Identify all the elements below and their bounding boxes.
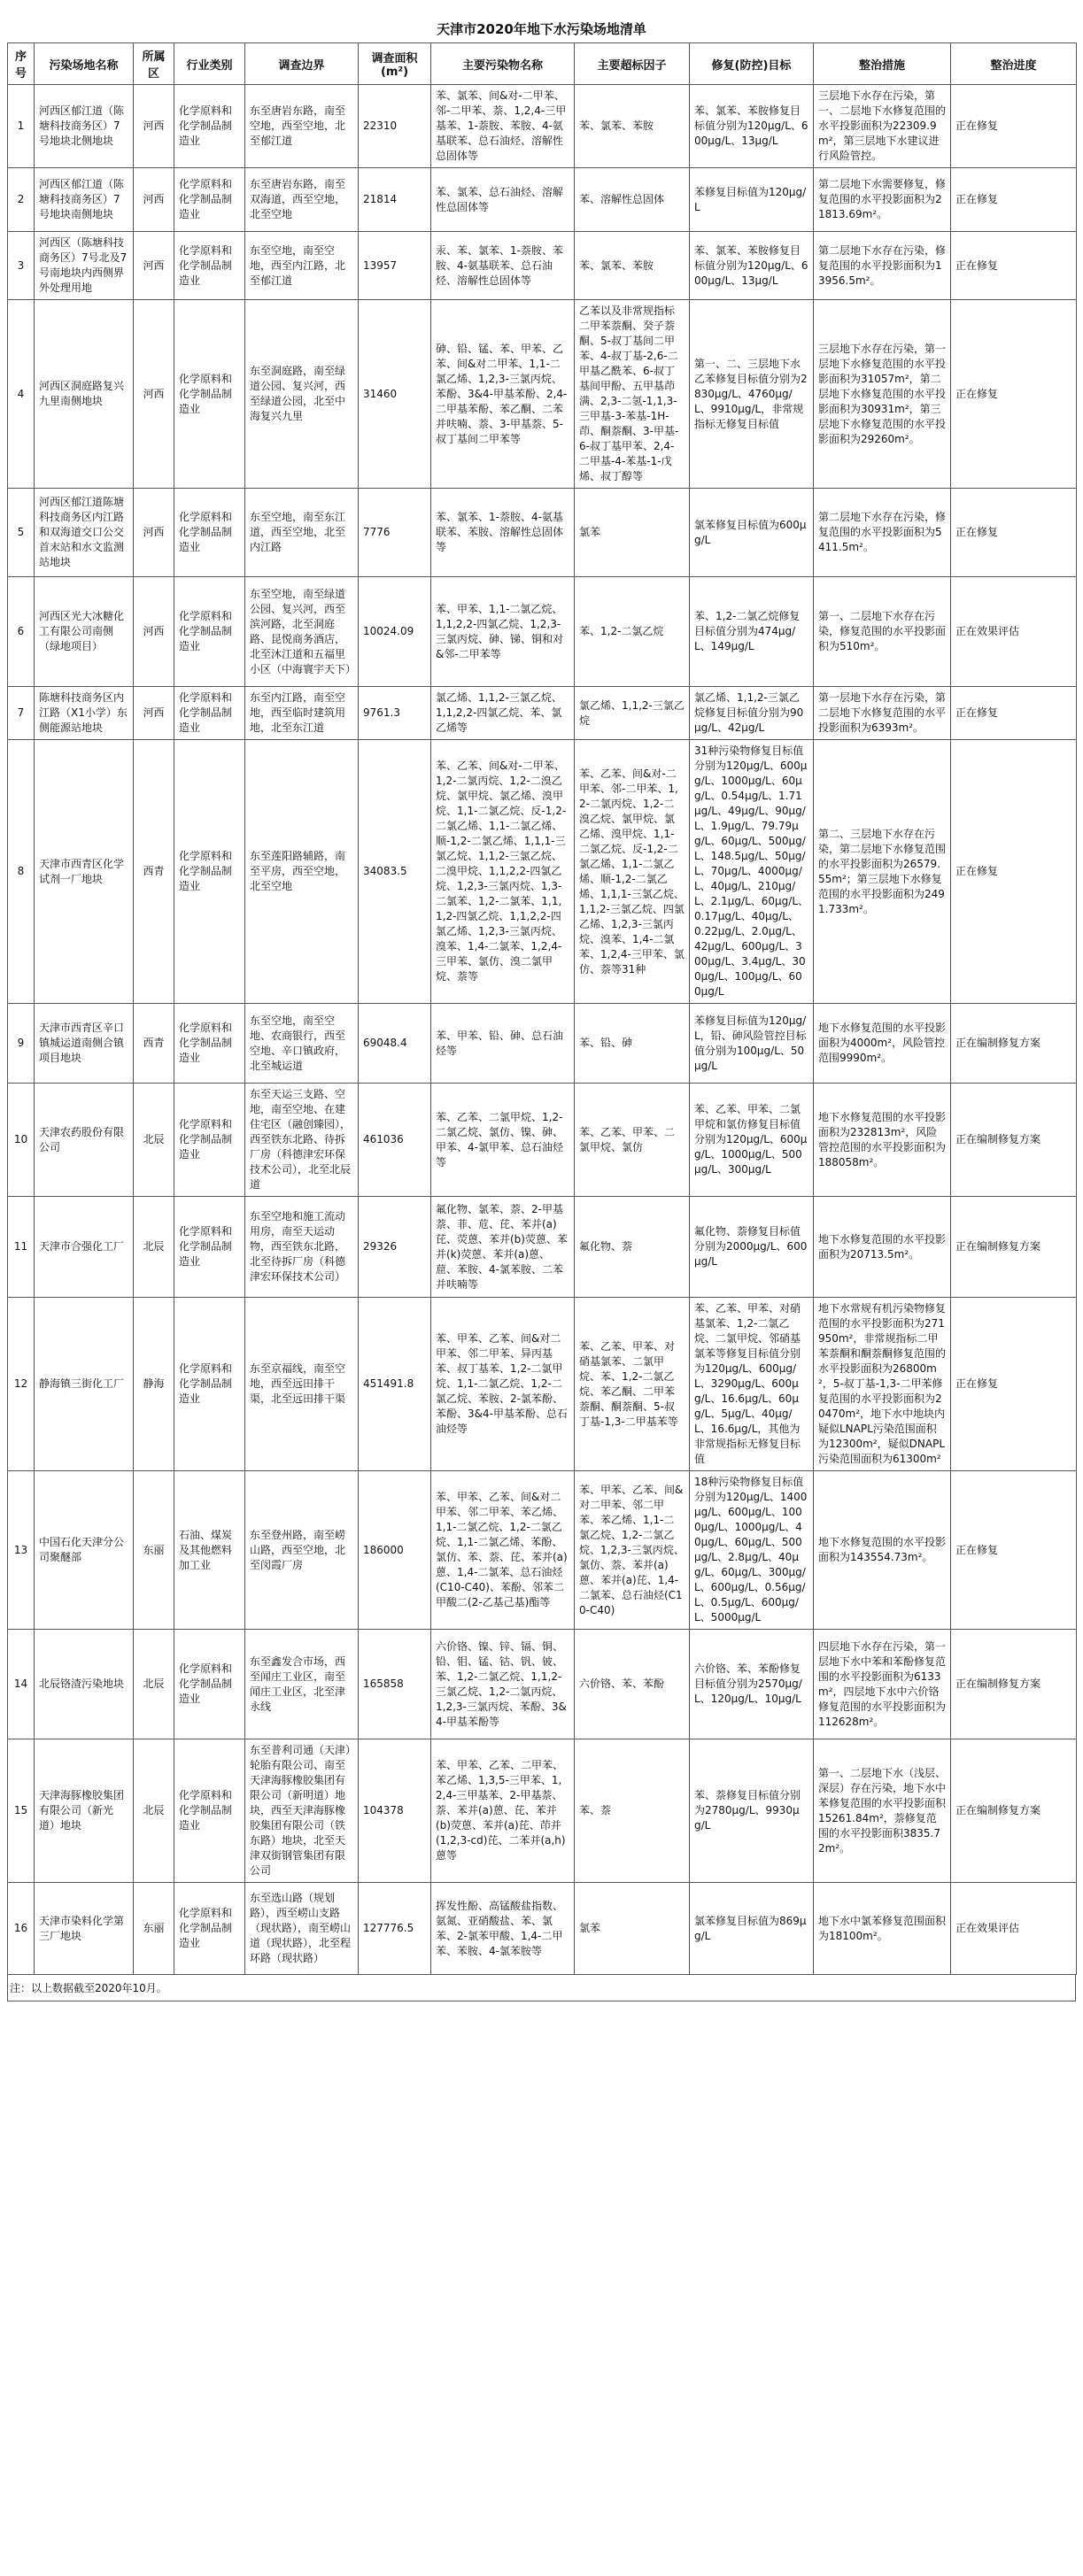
table-row (8, 740, 1077, 1004)
cell-pollutants: 苯、氯苯、总石油烃、溶解性总固体等 (431, 168, 575, 232)
cell-no: 15 (8, 1739, 35, 1883)
cell-industry: 化学原料和化学制品制造业 (174, 489, 245, 577)
cell-no: 13 (8, 1471, 35, 1630)
cell-pollutants: 氟化物、氯苯、萘、2-甲基萘、菲、苊、芘、苯并(a)芘、荧蒽、苯并(b)荧蒽、苯并(k)荧蒽、苯并(a)蒽、䓛、苯胺、4-氯苯胺、二苯并呋喃等 (431, 1197, 575, 1298)
cell-measures: 第一层地下水存在污染，第二层地下水修复范围的水平投影面积为6393m²。 (814, 687, 951, 740)
cell-progress: 正在修复 (951, 489, 1077, 577)
cell-exceed: 乙苯以及非常规指标二甲苯萘酮、癸子萘酮、5-叔丁基间二甲苯、4-叔丁基-2,6-二甲基乙酰苯、6-叔丁基间甲酚、五甲基茚满、2,3-二氢-1,1,3-三甲基-3-苯基-1H-茚、酮萘酮、3-甲基-6-叔丁基甲苯、2,4-二甲基-4-苯基-1-戊烯、叔丁醇等 (575, 300, 690, 489)
cell-no: 16 (8, 1883, 35, 1975)
table-row (8, 1883, 1077, 1975)
cell-district: 东丽 (134, 1883, 174, 1975)
table-row (8, 1630, 1077, 1739)
cell-exceed: 氟化物、萘 (575, 1197, 690, 1298)
cell-no: 5 (8, 489, 35, 577)
cell-no: 12 (8, 1298, 35, 1471)
cell-measures: 第二层地下水需要修复，修复范围的水平投影面积为21813.69m²。 (814, 168, 951, 232)
cell-target: 苯、乙苯、甲苯、二氯甲烷和氯仿修复目标值分别为120μg/L、600μg/L、1000μg/L、500μg/L、300μg/L (690, 1084, 814, 1197)
cell-name: 天津市合强化工厂 (35, 1197, 134, 1298)
cell-pollutants: 苯、氯苯、1-萘胺、4-氨基联苯、苯胺、溶解性总固体等 (431, 489, 575, 577)
cell-target: 苯、氯苯、苯胺修复目标值分别为120μg/L、600μg/L、13μg/L (690, 232, 814, 300)
cell-no: 6 (8, 577, 35, 687)
cell-target: 苯、乙苯、甲苯、对硝基氯苯、1,2-二氯乙烷、二氯甲烷、邻硝基氯苯等修复目标值分别为120μg/L、600μg/L、3290μg/L、600μg/L、16.6μg/L、60μg/L、5μg/L、40μg/L、16.6μg/L，其他为非常规指标无修复目标值 (690, 1298, 814, 1471)
cell-progress: 正在修复 (951, 300, 1077, 489)
table-row (8, 577, 1077, 687)
cell-exceed: 苯、1,2-二氯乙烷 (575, 577, 690, 687)
cell-exceed: 六价铬、苯、苯酚 (575, 1630, 690, 1739)
cell-industry: 石油、煤炭及其他燃料加工业 (174, 1471, 245, 1630)
cell-exceed: 苯、甲苯、乙苯、间&对二甲苯、邻二甲苯、苯乙烯、1,1-二氯乙烷、1,2-二氯乙烷、1,2,3-三氯丙烷、氯仿、萘、苯并(a)蒽、苯并(a)芘、1,4-二氯苯、总石油烃(C10-C40) (575, 1471, 690, 1630)
column-header: 整治措施 (814, 43, 951, 85)
cell-name: 河西区郁江道（陈塘科技商务区）7号地块南侧地块 (35, 168, 134, 232)
table-row (8, 1197, 1077, 1298)
column-header: 所属区 (134, 43, 174, 85)
cell-area: 186000 (359, 1471, 431, 1630)
cell-progress: 正在修复 (951, 85, 1077, 168)
cell-exceed: 苯、溶解性总固体 (575, 168, 690, 232)
cell-name: 河西区洞庭路复兴九里南侧地块 (35, 300, 134, 489)
cell-progress: 正在修复 (951, 1298, 1077, 1471)
cell-area: 165858 (359, 1630, 431, 1739)
cell-target: 第一、二、三层地下水乙苯修复目标值分别为2830μg/L、4760μg/L、9910μg/L，非常规指标无修复目标值 (690, 300, 814, 489)
footnote: 注：以上数据截至2020年10月。 (7, 1975, 1076, 2001)
cell-district: 静海 (134, 1298, 174, 1471)
cell-pollutants: 苯、甲苯、乙苯、间&对二甲苯、邻二甲苯、异丙基苯、叔丁基苯、1,2-二氯甲烷、1,1-二氯乙烷、1,2-二氯乙烷、苯胺、2-氯苯酚、苯酚、3&4-甲基苯酚、总石油烃等 (431, 1298, 575, 1471)
cell-industry: 化学原料和化学制品制造业 (174, 1084, 245, 1197)
cell-exceed: 苯、氯苯、苯胺 (575, 85, 690, 168)
cell-area: 29326 (359, 1197, 431, 1298)
cell-boundary: 东至洞庭路，南至绿道公园、复兴河，西至绿道公园，北至中海复兴九里 (245, 300, 359, 489)
table-row (8, 1739, 1077, 1883)
cell-exceed: 氯乙烯、1,1,2-三氯乙烷 (575, 687, 690, 740)
table-header-row (8, 43, 1077, 85)
cell-exceed: 氯苯 (575, 1883, 690, 1975)
cell-district: 河西 (134, 489, 174, 577)
cell-measures: 三层地下水存在污染，第一层地下水修复范围的水平投影面积为31057m²，第二层地下水修复范围的水平投影面积为30931m²，第三层地下水修复范围的水平投影面积为29260m²。 (814, 300, 951, 489)
cell-boundary: 东至登州路，南至崂山路，西至空地，北至闵霞厂房 (245, 1471, 359, 1630)
cell-area: 451491.8 (359, 1298, 431, 1471)
cell-measures: 第一、二层地下水存在污染，修复范围的水平投影面积为510m²。 (814, 577, 951, 687)
cell-name: 天津市西青区化学试剂一厂地块 (35, 740, 134, 1004)
cell-progress: 正在修复 (951, 232, 1077, 300)
cell-pollutants: 苯、氯苯、间&对-二甲苯、邻-二甲苯、萘、1,2,4-三甲基苯、1-萘胺、苯胺、4-氨基联苯、总石油烃、溶解性总固体等 (431, 85, 575, 168)
cell-target: 18种污染物修复目标值分别为120μg/L、1400μg/L、600μg/L、1000μg/L、1000μg/L、40μg/L、60μg/L、500μg/L、2.8μg/L、40μg/L、60μg/L、300μg/L、600μg/L、0.56μg/L、0.5μg/L、600μg/L、5000μg/L (690, 1471, 814, 1630)
cell-pollutants: 挥发性酚、高锰酸盐指数、氨氮、亚硝酸盐、苯、氯苯、2-氯苯甲酸、1,4-二甲苯、苯胺、4-氯苯胺等 (431, 1883, 575, 1975)
cell-boundary: 东至唐岩东路，南至空地，西至空地，北至郁江道 (245, 85, 359, 168)
cell-area: 22310 (359, 85, 431, 168)
cell-no: 4 (8, 300, 35, 489)
cell-target: 苯、氯苯、苯胺修复目标值分别为120μg/L、600μg/L、13μg/L (690, 85, 814, 168)
cell-boundary: 东至普利司通（天津）轮胎有限公司、南至天津海豚橡胶集团有限公司（新明道）地块，西至天津海豚橡胶集团有限公司（铁东路）地块，北至天津双街钢管集团有限公司 (245, 1739, 359, 1883)
cell-boundary: 东至空地，南至空地，西至内江路，北至郁江道 (245, 232, 359, 300)
cell-pollutants: 苯、甲苯、铅、砷、总石油烃等 (431, 1004, 575, 1084)
cell-target: 氟化物、萘修复目标值分别为2000μg/L、600μg/L (690, 1197, 814, 1298)
cell-target: 氯苯修复目标值为600μg/L (690, 489, 814, 577)
cell-district: 北辰 (134, 1630, 174, 1739)
cell-no: 9 (8, 1004, 35, 1084)
cell-boundary: 东至唐岩东路，南至双海道，西至空地，北至空地 (245, 168, 359, 232)
cell-district: 河西 (134, 85, 174, 168)
cell-name: 陈塘科技商务区内江路（X1小学）东侧能源站地块 (35, 687, 134, 740)
cell-progress: 正在修复 (951, 740, 1077, 1004)
cell-district: 北辰 (134, 1197, 174, 1298)
cell-area: 9761.3 (359, 687, 431, 740)
cell-boundary: 东至空地和施工流动用房，南至天运动物，西至铁东北路，北至待拆厂房（科德津宏环保技术公司） (245, 1197, 359, 1298)
cell-target: 苯、萘修复目标值分别为2780μg/L、9930μg/L (690, 1739, 814, 1883)
cell-measures: 地下水修复范围的水平投影面积为20713.5m²。 (814, 1197, 951, 1298)
cell-name: 天津市染料化学第三厂地块 (35, 1883, 134, 1975)
table-row (8, 1084, 1077, 1197)
cell-target: 苯、1,2-二氯乙烷修复目标值分别为474μg/L、149μg/L (690, 577, 814, 687)
cell-exceed: 苯、铅、砷 (575, 1004, 690, 1084)
cell-no: 11 (8, 1197, 35, 1298)
cell-district: 河西 (134, 168, 174, 232)
cell-measures: 三层地下水存在污染，第一、二层地下水修复范围的水平投影面积为22309.9m²，第三层地下水建议进行风险管控。 (814, 85, 951, 168)
cell-name: 河西区光大冰糖化工有限公司南侧（绿地项目） (35, 577, 134, 687)
cell-district: 东丽 (134, 1471, 174, 1630)
cell-measures: 地下水中氯苯修复范围面积为18100m²。 (814, 1883, 951, 1975)
table-row (8, 232, 1077, 300)
cell-pollutants: 苯、乙苯、二氯甲烷、1,2-二氯乙烷、氯仿、镍、砷、甲苯、4-氯甲苯、总石油烃等 (431, 1084, 575, 1197)
table-row (8, 489, 1077, 577)
cell-progress: 正在修复 (951, 687, 1077, 740)
cell-name: 天津海豚橡胶集团有限公司（新光道）地块 (35, 1739, 134, 1883)
cell-boundary: 东至鑫发合市场，西至闻庄工业区，南至闻庄工业区，北至津永线 (245, 1630, 359, 1739)
cell-district: 北辰 (134, 1739, 174, 1883)
cell-measures: 地下水修复范围的水平投影面积为4000m²，风险管控范围9990m²。 (814, 1004, 951, 1084)
cell-industry: 化学原料和化学制品制造业 (174, 1630, 245, 1739)
cell-progress: 正在修复 (951, 1471, 1077, 1630)
cell-area: 104378 (359, 1739, 431, 1883)
cell-progress: 正在编制修复方案 (951, 1197, 1077, 1298)
cell-measures: 地下水修复范围的水平投影面积为143554.73m²。 (814, 1471, 951, 1630)
cell-no: 1 (8, 85, 35, 168)
cell-measures: 地下水常规有机污染物修复范围的水平投影面积为271950m²，非常规指标二甲苯萘酮和酮萘酮修复范围的水平投影面积为26800m²，5-叔丁基-1,3-二甲苯修复范围的水平投影面积为20470m²，地下水中地块内疑似LNAPL污染范围面积为12300m²，疑似DNAPL污染范围面积为61300m² (814, 1298, 951, 1471)
cell-area: 31460 (359, 300, 431, 489)
cell-industry: 化学原料和化学制品制造业 (174, 1004, 245, 1084)
table-row (8, 1298, 1077, 1471)
cell-industry: 化学原料和化学制品制造业 (174, 85, 245, 168)
cell-area: 21814 (359, 168, 431, 232)
table-row (8, 300, 1077, 489)
cell-industry: 化学原料和化学制品制造业 (174, 687, 245, 740)
cell-no: 14 (8, 1630, 35, 1739)
cell-district: 河西 (134, 577, 174, 687)
cell-exceed: 苯、乙苯、甲苯、二氯甲烷、氯仿 (575, 1084, 690, 1197)
table-row (8, 168, 1077, 232)
cell-district: 河西 (134, 300, 174, 489)
cell-measures: 第一、二层地下水（浅层、深层）存在污染，地下水中苯修复范围的水平投影面积15261.84m²，萘修复范围的水平投影面积3835.72m²。 (814, 1739, 951, 1883)
column-header: 调查边界 (245, 43, 359, 85)
cell-boundary: 东至内江路，南至空地，西至临时建筑用地，北至东江道 (245, 687, 359, 740)
cell-area: 461036 (359, 1084, 431, 1197)
cell-name: 河西区郁江道（陈塘科技商务区）7号地块北侧地块 (35, 85, 134, 168)
cell-boundary: 东至空地，南至空地、农商银行，西至空地、辛口镇政府，北至城运道 (245, 1004, 359, 1084)
column-header: 行业类别 (174, 43, 245, 85)
cell-progress: 正在编制修复方案 (951, 1630, 1077, 1739)
column-header: 污染场地名称 (35, 43, 134, 85)
cell-exceed: 苯、乙苯、间&对-二甲苯、邻-二甲苯、1,2-二氯丙烷、1,2-二溴乙烷、氯甲烷、氯乙烯、溴甲烷、1,1-二氯乙烷、反-1,2-二氯乙烯、1,1-二氯乙烯、顺-1,2-二氯乙烯、1,1,1-三氯乙烷、1,1,2-三氯乙烷、四氯乙烯、1,2,3-三氯丙烷、溴苯、1,4-二氯苯、1,2,4-三甲苯、氯仿、萘等31种 (575, 740, 690, 1004)
cell-industry: 化学原料和化学制品制造业 (174, 1197, 245, 1298)
cell-measures: 第二、三层地下水存在污染，第二层地下水修复范围的水平投影面积为26579.55m²；第三层地下水修复范围的水平投影面积为2491.733m²。 (814, 740, 951, 1004)
cell-industry: 化学原料和化学制品制造业 (174, 232, 245, 300)
cell-district: 北辰 (134, 1084, 174, 1197)
column-header: 调查面积(m²) (359, 43, 431, 85)
cell-pollutants: 苯、甲苯、1,1-二氯乙烷、1,1,2,2-四氯乙烷、1,2,3-三氯丙烷、砷、锑、铜和对&邻-二甲苯等 (431, 577, 575, 687)
cell-target: 31种污染物修复目标值分别为120μg/L、600μg/L、1000μg/L、60μg/L、0.54μg/L、1.71μg/L、49μg/L、90μg/L、1.9μg/L、79.79μg/L、60μg/L、500μg/L、148.5μg/L、50μg/L、70μg/L、4000μg/L、40μg/L、210μg/L、2.1μg/L、60μg/L、0.17μg/L、40μg/L、0.22μg/L、2.0μg/L、42μg/L、600μg/L、300μg/L、3.4μg/L、300μg/L、100μg/L、600μg/L (690, 740, 814, 1004)
cell-progress: 正在效果评估 (951, 577, 1077, 687)
cell-district: 西青 (134, 740, 174, 1004)
cell-pollutants: 氯乙烯、1,1,2-三氯乙烷、1,1,2,2-四氯乙烷、苯、氯乙烯等 (431, 687, 575, 740)
cell-no: 7 (8, 687, 35, 740)
table-row (8, 85, 1077, 168)
column-header: 主要污染物名称 (431, 43, 575, 85)
cell-name: 天津市西青区辛口镇城运道南侧合镇项目地块 (35, 1004, 134, 1084)
cell-area: 34083.5 (359, 740, 431, 1004)
cell-no: 8 (8, 740, 35, 1004)
cell-target: 氯乙烯、1,1,2-三氯乙烷修复目标值分别为90μg/L、42μg/L (690, 687, 814, 740)
cell-exceed: 苯、氯苯、苯胺 (575, 232, 690, 300)
cell-measures: 四层地下水存在污染，第一层地下水中苯和苯酚修复范围的水平投影面积为6133m²，四层地下水中六价铬修复范围的水平投影面积为112628m²。 (814, 1630, 951, 1739)
cell-progress: 正在编制修复方案 (951, 1739, 1077, 1883)
cell-industry: 化学原料和化学制品制造业 (174, 1739, 245, 1883)
cell-industry: 化学原料和化学制品制造业 (174, 300, 245, 489)
cell-target: 苯修复目标值为120μg/L，铅、砷风险管控目标值分别为100μg/L、50μg/L (690, 1004, 814, 1084)
column-header: 整治进度 (951, 43, 1077, 85)
cell-measures: 地下水修复范围的水平投影面积为232813m²，风险管控范围的水平投影面积为188058m²。 (814, 1084, 951, 1197)
cell-pollutants: 苯、甲苯、乙苯、间&对二甲苯、邻二甲苯、苯乙烯、1,1-二氯乙烷、1,2-二氯乙烷、1,1-二氯乙烯、苯酚、氯仿、苯、萘、芘、苯并(a)蒽、1,4-二氯苯、总石油烃(C10-C40)、苯酚、邻苯二甲酸二(2-乙基己基)酯等 (431, 1471, 575, 1630)
cell-industry: 化学原料和化学制品制造业 (174, 1298, 245, 1471)
column-header: 主要超标因子 (575, 43, 690, 85)
table-row (8, 687, 1077, 740)
cell-pollutants: 苯、甲苯、乙苯、二甲苯、苯乙烯、1,3,5-三甲苯、1,2,4-三甲基苯、2-甲基萘、萘、苯并(a)蒽、芘、苯并(b)荧蒽、苯并(a)芘、茚并(1,2,3-cd)芘、二苯并(a,h)蒽等 (431, 1739, 575, 1883)
cell-measures: 第二层地下水存在污染，修复范围的水平投影面积为5411.5m²。 (814, 489, 951, 577)
cell-industry: 化学原料和化学制品制造业 (174, 740, 245, 1004)
cell-area: 127776.5 (359, 1883, 431, 1975)
cell-target: 氯苯修复目标值为869μg/L (690, 1883, 814, 1975)
cell-no: 2 (8, 168, 35, 232)
cell-boundary: 东至天运三支路、空地，南至空地、在建住宅区（融创臻园），西至铁东北路、待拆厂房（科德津宏环保技术公司），北至北辰道 (245, 1084, 359, 1197)
cell-boundary: 东至空地，南至东江道，西至空地，北至内江路 (245, 489, 359, 577)
cell-industry: 化学原料和化学制品制造业 (174, 168, 245, 232)
cell-pollutants: 汞、苯、氯苯、1-萘胺、苯胺、4-氨基联苯、总石油烃、溶解性总固体等 (431, 232, 575, 300)
cell-name: 天津农药股份有限公司 (35, 1084, 134, 1197)
cell-district: 河西 (134, 232, 174, 300)
cell-target: 苯修复目标值为120μg/L (690, 168, 814, 232)
page-title: 天津市2020年地下水污染场地清单 (437, 21, 646, 37)
cell-measures: 第二层地下水存在污染，修复范围的水平投影面积为13956.5m²。 (814, 232, 951, 300)
cell-pollutants: 六价铬、镍、锌、镉、铜、铅、钼、锰、钴、钒、铍、苯、1,2-二氯乙烷、1,1,2-三氯乙烷、1,2-二氯丙烷、1,2,3-三氯丙烷、苯酚、3&4-甲基苯酚等 (431, 1630, 575, 1739)
cell-area: 13957 (359, 232, 431, 300)
cell-boundary: 东至空地，南至绿道公园、复兴河，西至滨河路，北至洞庭路、昆悦商务酒店，北至沐江道和五福里小区（中海寰宇天下） (245, 577, 359, 687)
cell-boundary: 东至莲阳路辅路，南至平房，西至空地，北至空地 (245, 740, 359, 1004)
cell-progress: 正在修复 (951, 168, 1077, 232)
cell-name: 河西区郁江道陈塘科技商务区内江路和双海道交口公交首末站和水文监测站地块 (35, 489, 134, 577)
cell-industry: 化学原料和化学制品制造业 (174, 577, 245, 687)
table-row (8, 1004, 1077, 1084)
cell-district: 西青 (134, 1004, 174, 1084)
cell-district: 河西 (134, 687, 174, 740)
cell-exceed: 苯、萘 (575, 1739, 690, 1883)
site-list-table (7, 42, 1077, 1975)
cell-boundary: 东至京福线，南至空地，西至远田排干渠，北至远田排干渠 (245, 1298, 359, 1471)
cell-industry: 化学原料和化学制品制造业 (174, 1883, 245, 1975)
cell-exceed: 氯苯 (575, 489, 690, 577)
cell-name: 静海镇三街化工厂 (35, 1298, 134, 1471)
cell-exceed: 苯、乙苯、甲苯、对硝基氯苯、二氯甲烷、苯、1,2-二氯乙烷、苯乙酮、二甲苯萘酮、酮萘酮、5-叔丁基-1,3-二甲基苯等 (575, 1298, 690, 1471)
cell-name: 中国石化天津分公司聚醚部 (35, 1471, 134, 1630)
cell-area: 10024.09 (359, 577, 431, 687)
cell-name: 河西区（陈塘科技商务区）7号北及7号南地块内西侧界外处理用地 (35, 232, 134, 300)
cell-target: 六价铬、苯、苯酚修复目标值分别为2570μg/L、120μg/L、10μg/L (690, 1630, 814, 1739)
cell-pollutants: 砷、铅、锰、苯、甲苯、乙苯、间&对二甲苯、1,1-二氯乙烯、1,2,3-三氯丙烷、苯酚、3&4-甲基苯酚、2,4-二甲基苯酚、苯乙酮、二苯并呋喃、萘、3-甲基萘、5-叔丁基间二甲苯等 (431, 300, 575, 489)
column-header: 修复(防控)目标 (690, 43, 814, 85)
cell-area: 7776 (359, 489, 431, 577)
cell-no: 10 (8, 1084, 35, 1197)
cell-progress: 正在编制修复方案 (951, 1084, 1077, 1197)
cell-progress: 正在效果评估 (951, 1883, 1077, 1975)
cell-name: 北辰铬渣污染地块 (35, 1630, 134, 1739)
column-header: 序号 (8, 43, 35, 85)
cell-no: 3 (8, 232, 35, 300)
cell-area: 69048.4 (359, 1004, 431, 1084)
cell-pollutants: 苯、乙苯、间&对-二甲苯、1,2-二氯丙烷、1,2-二溴乙烷、氯甲烷、氯乙烯、溴甲烷、1,1-二氯乙烷、反-1,2-二氯乙烯、1,1-二氯乙烯、顺-1,2-二氯乙烯、1,1,1-三氯乙烷、1,1,2-三氯乙烷、二溴甲烷、1,1,2,2-四氯乙烷、1,2,3-三氯丙烷、1,3-二氯苯、1,2-二氯苯、1,1,1,2-四氯乙烷、1,1,2,2-四氯乙烯、1,2,3-三氯丙烷、溴苯、1,4-二氯苯、1,2,4-三甲苯、氯仿、溴二氯甲烷、萘等 (431, 740, 575, 1004)
cell-boundary: 东至选山路（规划路），西至崂山支路（现状路），南至崂山道（现状路），北至程环路（现状路） (245, 1883, 359, 1975)
cell-progress: 正在编制修复方案 (951, 1004, 1077, 1084)
table-row (8, 1471, 1077, 1630)
